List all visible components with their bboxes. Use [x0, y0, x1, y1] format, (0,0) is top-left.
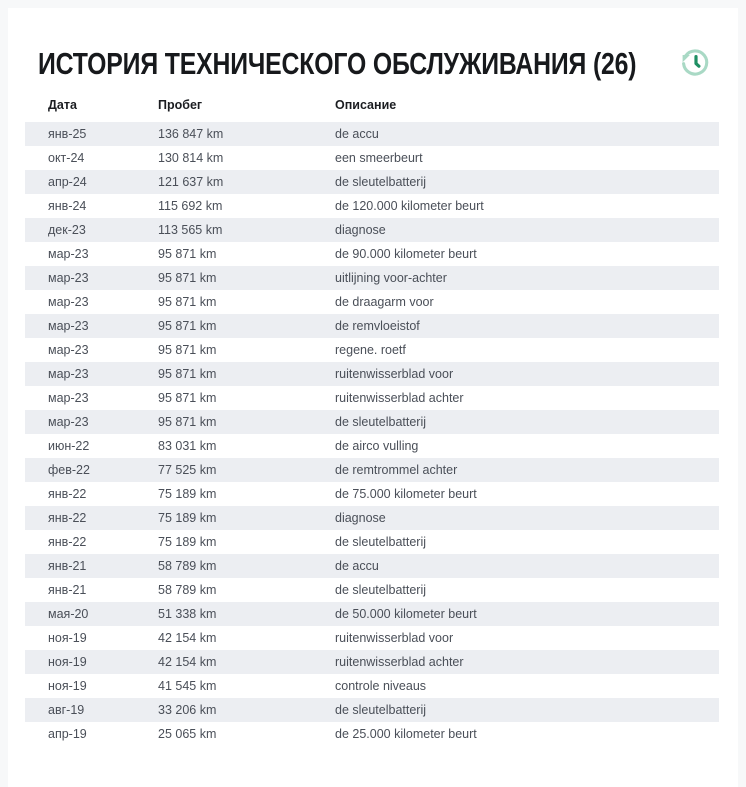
cell-date: мар-23 — [48, 271, 89, 285]
table-row[interactable] — [25, 218, 719, 242]
cell-date: янв-22 — [48, 487, 87, 501]
table-row[interactable] — [25, 290, 719, 314]
cell-description: controle niveaus — [335, 679, 427, 693]
cell-odometer: 75 189 km — [158, 511, 217, 525]
table-row[interactable] — [25, 530, 719, 554]
table-head — [25, 94, 719, 122]
cell-odometer: 121 637 km — [158, 175, 224, 189]
cell-description: de accu — [335, 559, 379, 573]
cell-odometer: 95 871 km — [158, 247, 217, 261]
cell-description: de 90.000 kilometer beurt — [335, 247, 477, 261]
column-header-date: Дата — [48, 98, 77, 112]
cell-date: дек-23 — [48, 223, 86, 237]
cell-date: мар-23 — [48, 247, 89, 261]
cell-odometer: 95 871 km — [158, 415, 217, 429]
cell-odometer: 95 871 km — [158, 295, 217, 309]
table-row[interactable] — [25, 194, 719, 218]
cell-description: ruitenwisserblad achter — [335, 391, 464, 405]
cell-odometer: 95 871 km — [158, 343, 217, 357]
cell-description: ruitenwisserblad voor — [335, 367, 454, 381]
table-row[interactable] — [25, 674, 719, 698]
cell-date: янв-25 — [48, 127, 87, 141]
table-row[interactable] — [25, 410, 719, 434]
cell-description: de 75.000 kilometer beurt — [335, 487, 477, 501]
table-body — [25, 122, 719, 746]
cell-date: янв-21 — [48, 559, 87, 573]
cell-date: мар-23 — [48, 319, 89, 333]
cell-date: мар-23 — [48, 391, 89, 405]
cell-odometer: 115 692 km — [158, 199, 223, 213]
cell-date: окт-24 — [48, 151, 85, 165]
cell-odometer: 83 031 km — [158, 439, 217, 453]
card-header — [8, 8, 738, 94]
cell-description: de 50.000 kilometer beurt — [335, 607, 477, 621]
table-row[interactable] — [25, 722, 719, 746]
page-title: ИСТОРИЯ ТЕХНИЧЕСКОГО ОБСЛУЖИВАНИЯ (26) — [38, 46, 637, 81]
cell-date: мар-23 — [48, 295, 89, 309]
cell-description: de accu — [335, 127, 379, 141]
column-header-description: Описание — [335, 98, 397, 112]
cell-description: de remvloeistof — [335, 319, 420, 333]
page-title-wrapper — [38, 44, 738, 84]
history-restore-icon-button[interactable] — [676, 44, 714, 82]
table-row[interactable] — [25, 434, 719, 458]
cell-date: фев-22 — [48, 463, 90, 477]
cell-description: diagnose — [335, 511, 386, 525]
table-row[interactable] — [25, 578, 719, 602]
table-row[interactable] — [25, 338, 719, 362]
table-row[interactable] — [25, 554, 719, 578]
cell-odometer: 42 154 km — [158, 631, 217, 645]
cell-date: мар-23 — [48, 343, 89, 357]
cell-date: янв-22 — [48, 535, 87, 549]
table-row[interactable] — [25, 602, 719, 626]
cell-date: янв-24 — [48, 199, 87, 213]
cell-date: ноя-19 — [48, 655, 87, 669]
cell-description: een smeerbeurt — [335, 151, 423, 165]
cell-odometer: 136 847 km — [158, 127, 224, 141]
cell-odometer: 41 545 km — [158, 679, 217, 693]
cell-date: мар-23 — [48, 415, 89, 429]
cell-date: авг-19 — [48, 703, 85, 717]
cell-date: мар-23 — [48, 367, 89, 381]
history-restore-icon — [678, 46, 712, 80]
maintenance-history-card — [8, 8, 738, 787]
table-row[interactable] — [25, 626, 719, 650]
cell-odometer: 95 871 km — [158, 271, 217, 285]
table-row[interactable] — [25, 266, 719, 290]
cell-date: июн-22 — [48, 439, 90, 453]
cell-date: мая-20 — [48, 607, 89, 621]
cell-description: de sleutelbatterij — [335, 175, 427, 189]
cell-description: de remtrommel achter — [335, 463, 458, 477]
cell-odometer: 42 154 km — [158, 655, 217, 669]
table-header-row — [25, 94, 719, 122]
cell-odometer: 130 814 km — [158, 151, 224, 165]
cell-date: апр-19 — [48, 727, 87, 741]
table-row[interactable] — [25, 314, 719, 338]
cell-description: de airco vulling — [335, 439, 419, 453]
cell-description: uitlijning voor-achter — [335, 271, 447, 285]
cell-description: de draagarm voor — [335, 295, 434, 309]
table-row[interactable] — [25, 242, 719, 266]
cell-description: de sleutelbatterij — [335, 535, 427, 549]
cell-odometer: 113 565 km — [158, 223, 223, 237]
maintenance-history-table — [25, 94, 719, 746]
cell-odometer: 33 206 km — [158, 703, 217, 717]
cell-description: de 120.000 kilometer beurt — [335, 199, 484, 213]
cell-odometer: 95 871 km — [158, 367, 217, 381]
cell-odometer: 77 525 km — [158, 463, 217, 477]
cell-date: янв-22 — [48, 511, 87, 525]
column-header-odometer: Пробег — [158, 98, 203, 112]
cell-date: янв-21 — [48, 583, 87, 597]
table-row[interactable] — [25, 482, 719, 506]
table-row[interactable] — [25, 122, 719, 146]
cell-description: de 25.000 kilometer beurt — [335, 727, 477, 741]
cell-date: апр-24 — [48, 175, 87, 189]
cell-description: regene. roetf — [335, 343, 406, 357]
table-row[interactable] — [25, 386, 719, 410]
history-table-zone — [8, 94, 738, 787]
table-row[interactable] — [25, 170, 719, 194]
cell-odometer: 58 789 km — [158, 583, 217, 597]
table-row[interactable] — [25, 362, 719, 386]
cell-description: diagnose — [335, 223, 386, 237]
cell-description: ruitenwisserblad voor — [335, 631, 454, 645]
table-row[interactable] — [25, 146, 719, 170]
cell-odometer: 95 871 km — [158, 319, 217, 333]
table-row[interactable] — [25, 650, 719, 674]
cell-odometer: 58 789 km — [158, 559, 217, 573]
cell-odometer: 75 189 km — [158, 487, 217, 501]
cell-description: de sleutelbatterij — [335, 703, 427, 717]
cell-description: ruitenwisserblad achter — [335, 655, 464, 669]
cell-date: ноя-19 — [48, 631, 87, 645]
cell-odometer: 95 871 km — [158, 391, 217, 405]
cell-odometer: 51 338 km — [158, 607, 217, 621]
cell-odometer: 25 065 km — [158, 727, 217, 741]
cell-description: de sleutelbatterij — [335, 415, 427, 429]
table-row[interactable] — [25, 458, 719, 482]
table-row[interactable] — [25, 506, 719, 530]
table-row[interactable] — [25, 698, 719, 722]
cell-date: ноя-19 — [48, 679, 87, 693]
cell-odometer: 75 189 km — [158, 535, 217, 549]
cell-description: de sleutelbatterij — [335, 583, 427, 597]
